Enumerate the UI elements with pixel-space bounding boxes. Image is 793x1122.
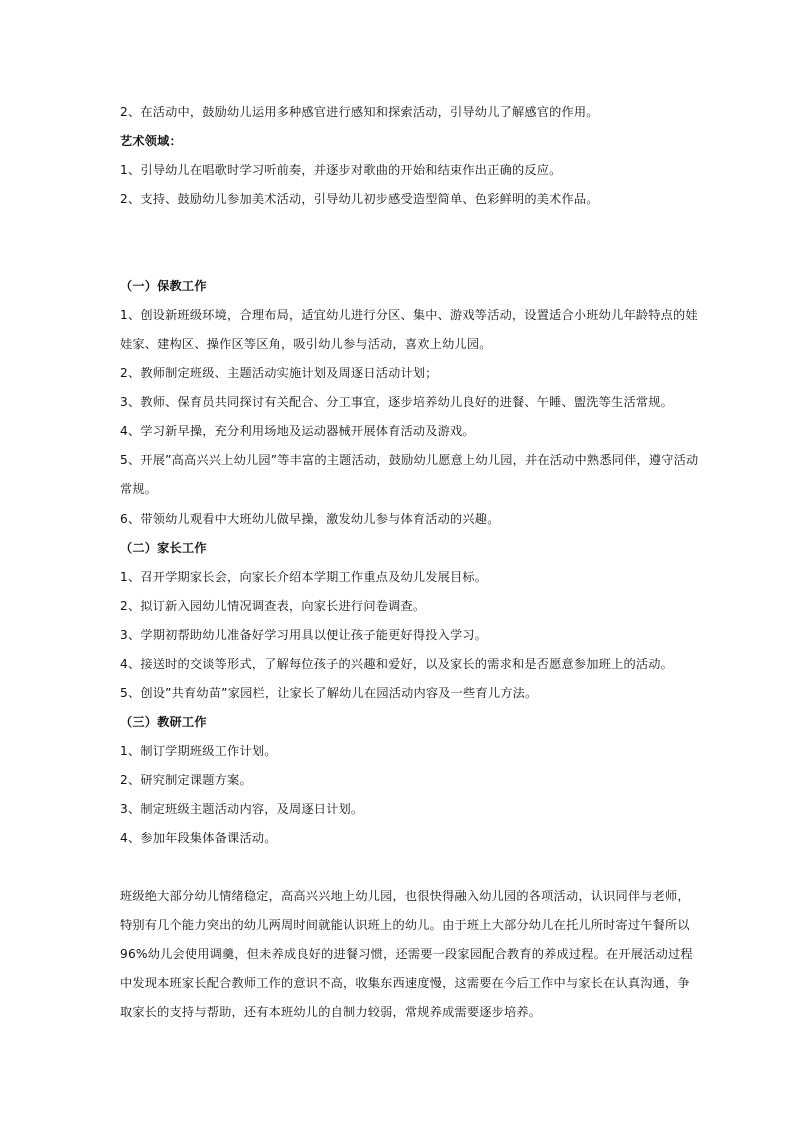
text-line: 1、创设新班级环境，合理布局，适宜幼儿进行分区、集中、游戏等活动，设置适合小班幼儿年龄特点的娃 [120,308,698,322]
text-line: 5、开展”高高兴兴上幼儿园”等丰富的主题活动，鼓励幼儿愿意上幼儿园，并在活动中熟悉同伴，遵守活动 [120,453,699,467]
text-line: 4、接送时的交谈等形式，了解每位孩子的兴趣和爱好，以及家长的需求和是否愿意参加班上的活动。 [120,657,674,671]
text-line: 娃家、建构区、操作区等区角，吸引幼儿参与活动，喜欢上幼儿园。 [120,337,492,351]
paragraph-line: 中发现本班家长配合教师工作的意识不高，收集东西速度慢，这需要在今后工作中与家长在认真沟通，争 [120,976,690,990]
section-heading-parents: （二）家长工作 [120,541,207,555]
text-line: 1、制订学期班级工作计划。 [120,744,277,758]
text-line: 1、召开学期家长会，向家长介绍本学期工作重点及幼儿发展目标。 [120,570,488,584]
text-line: 1、引导幼儿在唱歌时学习听前奏，并逐步对歌曲的开始和结束作出正确的反应。 [120,163,562,177]
text-line: 2、拟订新入园幼儿情况调查表，向家长进行问卷调查。 [120,599,426,613]
text-line: 2、支持、鼓励幼儿参加美术活动，引导幼儿初步感受造型简单、色彩鲜明的美术作品。 [120,192,599,206]
text-line: 6、带领幼儿观看中大班幼儿做早操，激发幼儿参与体育活动的兴趣。 [120,512,500,526]
paragraph-line: 取家长的支持与帮助，还有本班幼儿的自制力较弱，常规养成需要逐步培养。 [120,1005,542,1019]
text-line: 2、教师制定班级、主题活动实施计划及周逐日活动计划； [120,366,438,380]
section-heading-care: （一）保教工作 [120,279,207,293]
text-line: 2、在活动中，鼓励幼儿运用多种感官进行感知和探索活动，引导幼儿了解感官的作用。 [120,105,599,119]
text-line: 4、学习新早操，充分利用场地及运动器械开展体育活动及游戏。 [120,424,475,438]
text-line: 5、创设”共育幼苗”家园栏，让家长了解幼儿在园活动内容及一些育儿方法。 [120,686,538,700]
section-heading-research: （三）教研工作 [120,715,207,729]
text-line: 2、研究制定课题方案。 [120,773,252,787]
paragraph-line: 班级绝大部分幼儿情绪稳定，高高兴兴地上幼儿园，也很快得融入幼儿园的各项活动，认识同伴与老师， [120,889,690,903]
text-line: 3、制定班级主题活动内容，及周逐日计划。 [120,802,364,816]
section-heading-art: 艺术领域： [120,134,182,148]
text-line: 4、参加年段集体备课活动。 [120,831,277,845]
paragraph-line: 96%幼儿会使用调羹，但未养成良好的进餐习惯，还需要一段家园配合教育的养成过程。在开展活动过程 [120,947,693,961]
text-line: 3、教师、保育员共同探讨有关配合、分工事宜，逐步培养幼儿良好的进餐、午睡、盥洗等生活常规。 [120,395,674,409]
paragraph-line: 特别有几个能力突出的幼儿两周时间就能认识班上的幼儿。由于班上大部分幼儿在托儿所时寄过午餐所以 [120,918,690,932]
text-line: 3、学期初帮助幼儿准备好学习用具以便让孩子能更好得投入学习。 [120,628,488,642]
text-line: 常规。 [120,482,158,496]
